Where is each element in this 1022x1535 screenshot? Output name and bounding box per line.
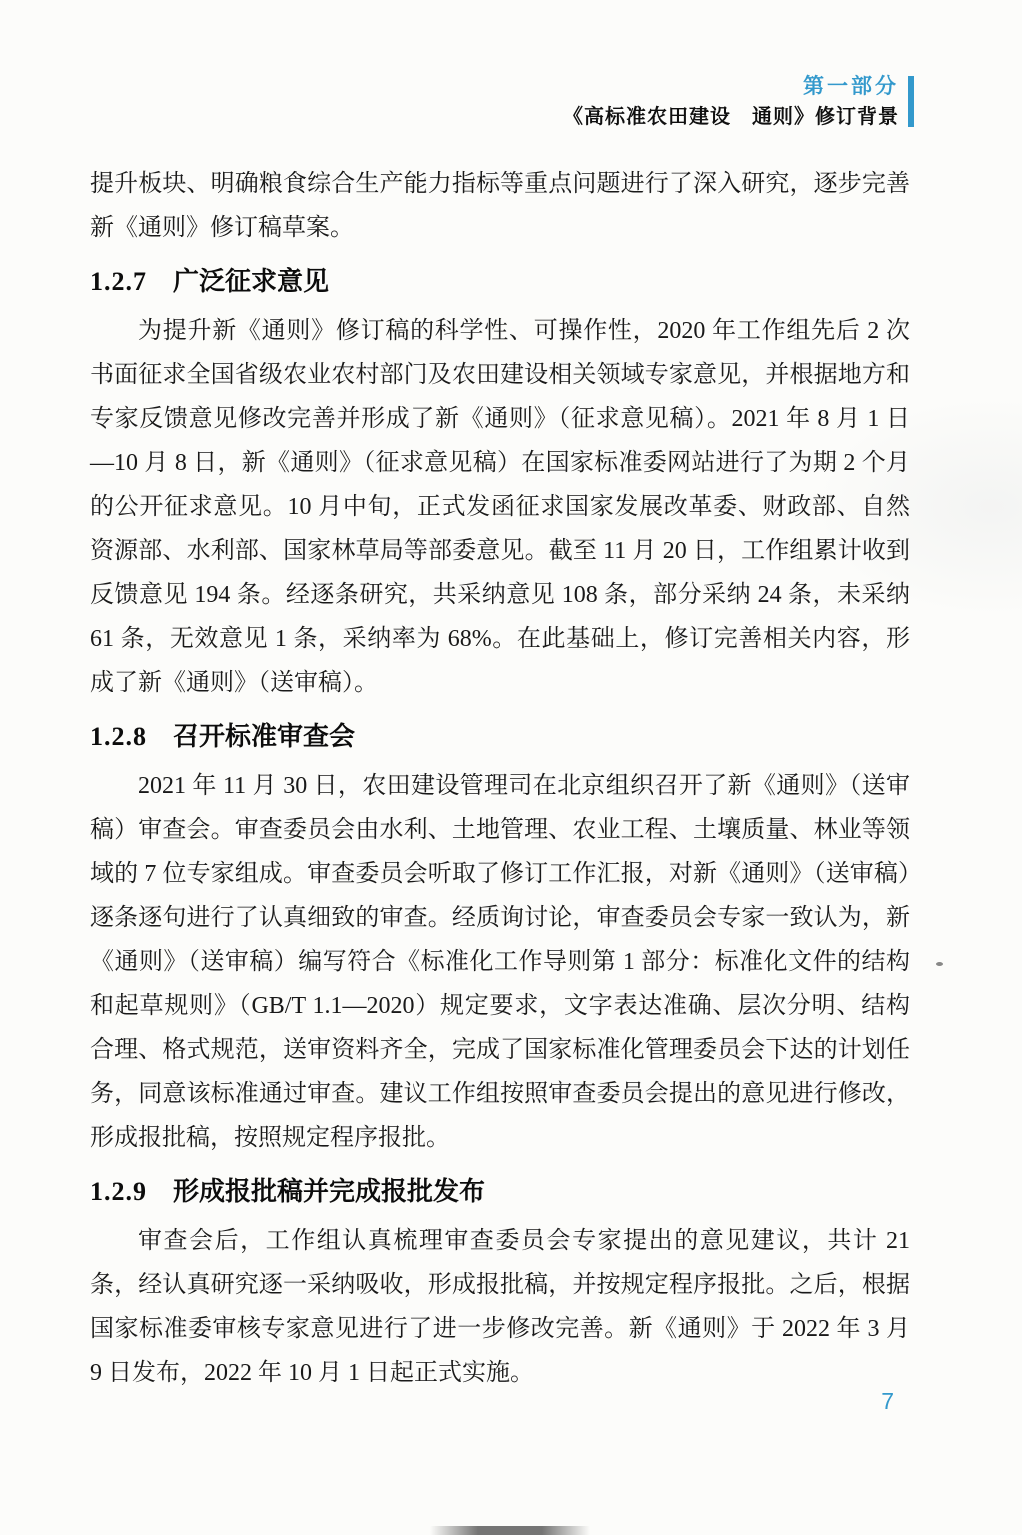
- body-paragraph: 2021 年 11 月 30 日，农田建设管理司在北京组织召开了新《通则》（送审稿）审查会。审查委员会由水利、土地管理、农业工程、土壤质量、林业等领域的 7 位专家组成。审查委员会听取了修订工作汇报，对新《通则》（送审稿）逐条逐句进行了认真细致的审查。经质询讨论，审查委员会专家一致认为，新《通则》（送审稿）编写符合《标准化工作导则第 1 部分：标准化文件的结构和起草规则》（GB/T 1.1—2020）规定要求，文字表达准确、层次分明、结构合理、格式规范，送审资料齐全，完成了国家标准化管理委员会下达的计划任务，同意该标准通过审查。建议工作组按照审查委员会提出的意见进行修改，形成报批稿，按照规定程序报批。: [90, 773, 910, 1151]
- body-paragraph: 审查会后，工作组认真梳理审查委员会专家提出的意见建议，共计 21 条，经认真研究逐一采纳吸收，形成报批稿，并按规定程序报批。之后，根据国家标准委审核专家意见进行了进一步修改完善。新《通则》于 2022 年 3 月 9 日发布，2022 年 10 月 1 日起正式实施。: [90, 1228, 910, 1386]
- body-paragraph: 提升板块、明确粮食综合生产能力指标等重点问题进行了深入研究，逐步完善新《通则》修订稿草案。: [90, 171, 910, 241]
- chapter-title: 《高标准农田建设 通则》修订背景: [563, 106, 899, 128]
- heading-number: 1.2.7: [90, 267, 147, 296]
- page-number: 7: [881, 1388, 894, 1414]
- scan-artifact-bottom: [430, 1526, 590, 1535]
- section-heading: [90, 714, 910, 759]
- heading-number: 1.2.8: [90, 722, 147, 751]
- running-header-text: [563, 76, 899, 127]
- heading-text: 召开标准审查会: [173, 721, 356, 751]
- heading-text: 广泛征求意见: [173, 266, 330, 296]
- section-heading: [90, 1169, 910, 1214]
- section-heading: [90, 259, 910, 304]
- body-paragraph: 为提升新《通则》修订稿的科学性、可操作性，2020 年工作组先后 2 次书面征求全国省级农业农村部门及农田建设相关领域专家意见，并根据地方和专家反馈意见修改完善并形成了新《通则》（征求意见稿）。2021 年 8 月 1 日—10 月 8 日，新《通则》（征求意见稿）在国家标准委网站进行了为期 2 个月的公开征求意见。10 月中旬，正式发函征求国家发展改革委、财政部、自然资源部、水利部、国家林草局等部委意见。截至 11 月 20 日，工作组累计收到反馈意见 194 条。经逐条研究，共采纳意见 108 条，部分采纳 24 条，未采纳 61 条，无效意见 1 条，采纳率为 68%。在此基础上，修订完善相关内容，形成了新《通则》（送审稿）。: [90, 318, 910, 696]
- page-body: [90, 162, 910, 1395]
- header-accent-bar: [908, 76, 914, 127]
- running-header: [563, 76, 914, 127]
- scan-artifact-speck: [936, 962, 943, 966]
- heading-text: 形成报批稿并完成报批发布: [173, 1176, 486, 1206]
- part-label: 第一部分: [803, 75, 899, 98]
- heading-number: 1.2.9: [90, 1177, 147, 1206]
